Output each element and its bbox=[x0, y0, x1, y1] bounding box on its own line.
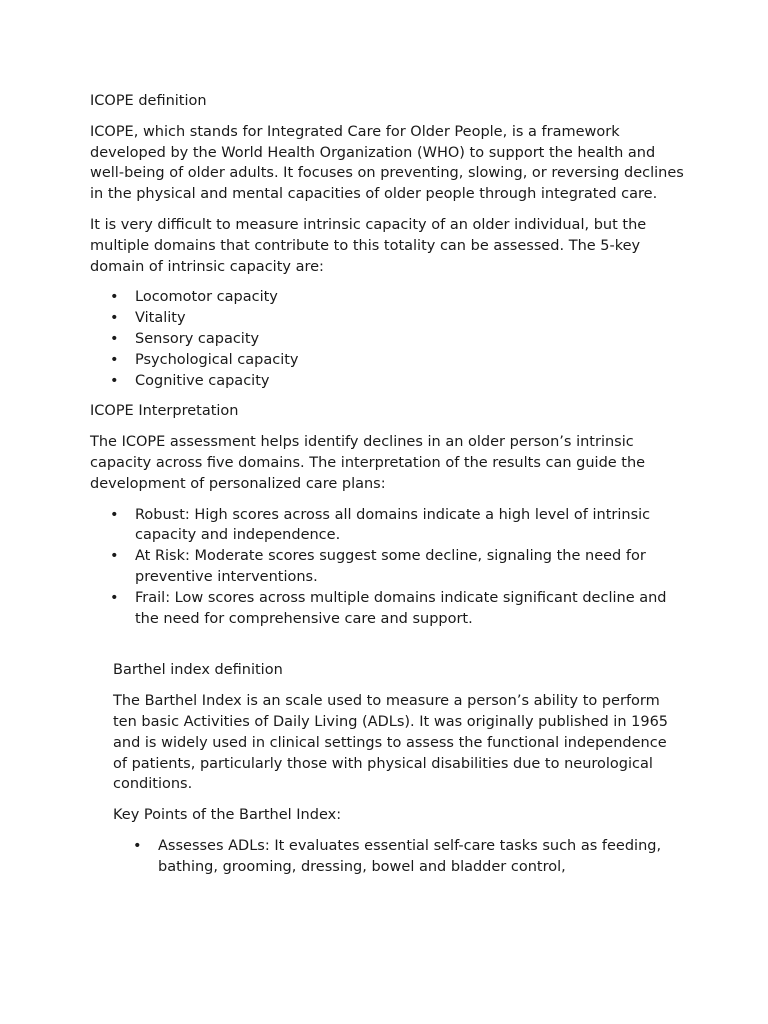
bullet-icon: • bbox=[133, 837, 142, 854]
list-item-text: At Risk: Moderate scores suggest some decline, signaling the need for preventive interventions. bbox=[135, 548, 646, 585]
bullet-icon: • bbox=[110, 310, 119, 327]
icope-interpretation-heading: ICOPE Interpretation bbox=[90, 403, 239, 420]
list-item bbox=[113, 836, 673, 878]
list-item bbox=[90, 371, 690, 392]
icope-interpretation-list bbox=[90, 505, 690, 630]
list-item-text: Locomotor capacity bbox=[135, 289, 278, 306]
list-item-text: Sensory capacity bbox=[135, 330, 260, 347]
icope-capacity-intro: It is very difficult to measure intrinsic capacity of an older individual, but the multiple domains that contribute to this totality can be assessed. The 5-key domain of intrinsic capacity are: bbox=[90, 216, 647, 275]
bullet-icon: • bbox=[110, 548, 119, 565]
bullet-icon: • bbox=[110, 589, 119, 606]
barthel-definition-text: The Barthel Index is an scale used to measure a person’s ability to perform ten basic Activities of Daily Living (ADLs). It was originally published in 1965 and is widely used in clinical settings to assess the functional independence of patients, particularly those with physical disabilities due to neurological conditions. bbox=[113, 693, 669, 793]
icope-domain-list bbox=[90, 287, 690, 391]
barthel-key-points-list bbox=[113, 836, 673, 878]
icope-definition-text: ICOPE, which stands for Integrated Care for Older People, is a framework developed by the World Health Organization (WHO) to support the health and well-being of older adults. It focuses on preventing, slowing, or reversing declines in the physical and mental capacities of older people through integrated care. bbox=[90, 123, 684, 203]
bullet-icon: • bbox=[110, 506, 119, 523]
icope-definition-heading: ICOPE definition bbox=[90, 93, 207, 109]
barthel-section bbox=[113, 660, 673, 877]
list-item bbox=[90, 350, 690, 371]
document-page bbox=[90, 91, 690, 888]
bullet-icon: • bbox=[110, 289, 119, 306]
list-item bbox=[90, 588, 690, 630]
list-item-text: Robust: High scores across all domains indicate a high level of intrinsic capacity and independence. bbox=[135, 506, 651, 544]
list-item-text: Vitality bbox=[135, 310, 186, 327]
bullet-icon: • bbox=[110, 330, 119, 347]
icope-interpretation-text: The ICOPE assessment helps identify declines in an older person’s intrinsic capacity across five domains. The interpretation of the results can guide the development of personalized care plans: bbox=[90, 434, 646, 492]
list-item-text: Psychological capacity bbox=[135, 351, 299, 368]
list-item-text: Frail: Low scores across multiple domains indicate significant decline and the need for comprehensive care and support. bbox=[135, 589, 667, 627]
barthel-key-points-heading: Key Points of the Barthel Index: bbox=[113, 807, 342, 824]
list-item-text: Cognitive capacity bbox=[135, 372, 270, 389]
list-item bbox=[90, 329, 690, 350]
list-item-text: Assesses ADLs: It evaluates essential self-care tasks such as feeding, bathing, grooming, dressing, bowel and bladder control, bbox=[158, 837, 662, 875]
list-item bbox=[90, 546, 690, 588]
barthel-definition-heading: Barthel index definition bbox=[113, 662, 283, 679]
list-item bbox=[90, 287, 690, 308]
bullet-icon: • bbox=[110, 351, 119, 368]
list-item bbox=[90, 505, 690, 547]
list-item bbox=[90, 308, 690, 329]
bullet-icon: • bbox=[110, 372, 119, 389]
